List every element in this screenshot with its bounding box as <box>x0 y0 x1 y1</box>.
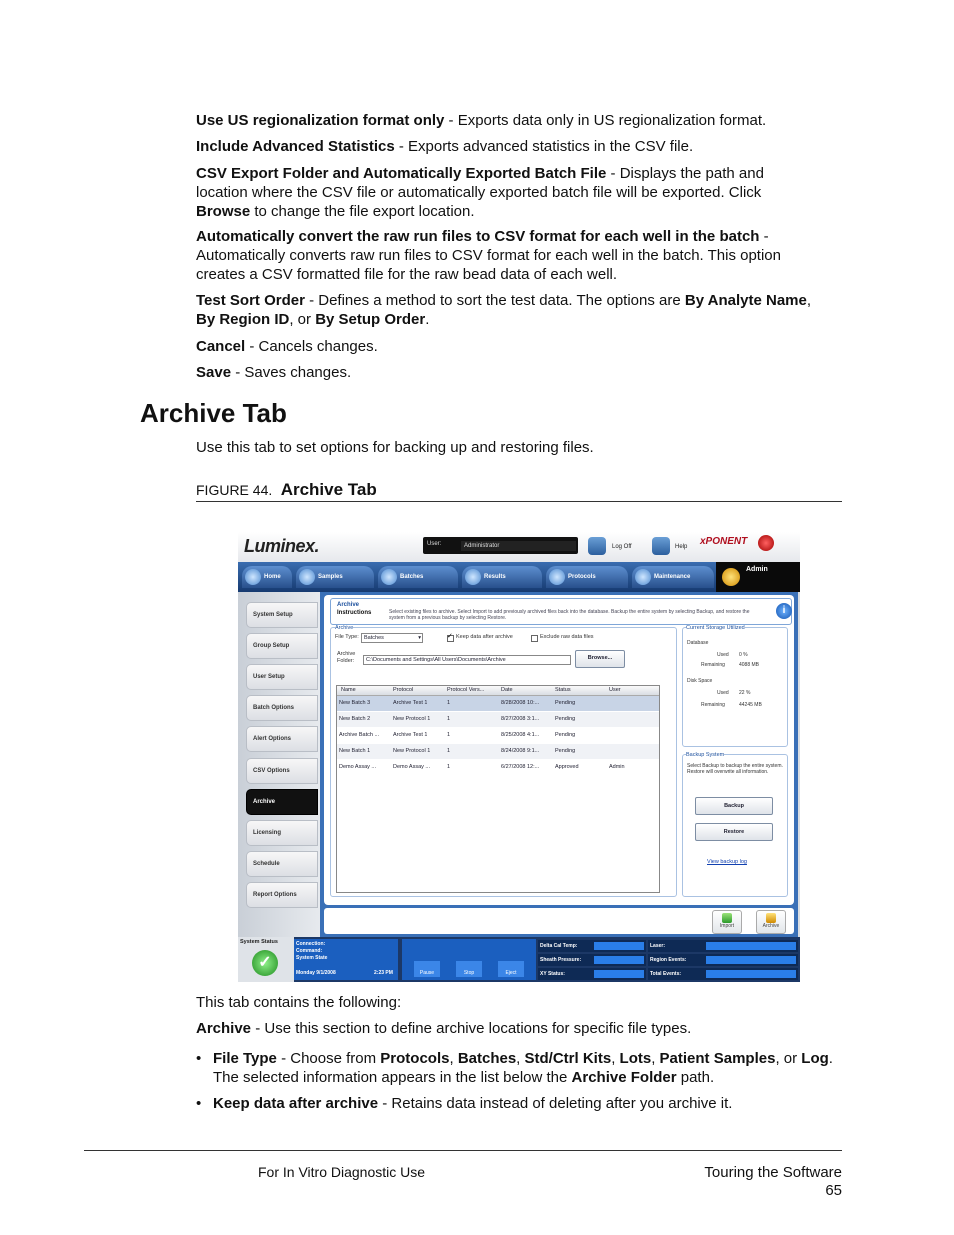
sidebar-item-archive[interactable]: Archive <box>246 789 318 815</box>
maintenance-icon <box>635 569 651 585</box>
admin-sidebar <box>238 592 320 937</box>
archive-button[interactable]: Archive <box>756 910 786 934</box>
tab-maintenance[interactable]: Maintenance <box>632 566 714 588</box>
tab-home[interactable]: Home <box>242 566 292 588</box>
disk-remaining-label: Remaining <box>701 702 725 708</box>
footer-chapter: Touring the Software <box>704 1164 842 1181</box>
database-label: Database <box>687 640 709 646</box>
after-figure-text: This tab contains the following: <box>196 994 402 1011</box>
batches-icon <box>381 569 397 585</box>
grid-header: Name Protocol Protocol Vers... Date Status User <box>337 686 659 696</box>
backup-description: Select Backup to backup the entire system. Restore will overwrite all information. <box>687 763 783 775</box>
logoff-label[interactable]: Log Off <box>612 544 632 550</box>
import-icon <box>722 913 732 923</box>
keep-data-checkbox[interactable] <box>447 635 454 642</box>
logoff-icon[interactable] <box>588 537 606 555</box>
tab-protocols[interactable]: Protocols <box>546 566 628 588</box>
xponent-logo: xPONENT <box>700 536 748 547</box>
db-used-value: 0 % <box>739 652 748 658</box>
laser: Laser: <box>648 940 798 952</box>
luminex-logo: Luminex. <box>244 536 320 556</box>
def-cancel: Cancel - Cancels changes. <box>196 338 378 355</box>
sidebar-item-csv-options[interactable]: CSV Options <box>246 758 318 784</box>
tab-results[interactable]: Results <box>462 566 542 588</box>
sidebar-item-schedule[interactable]: Schedule <box>246 851 318 877</box>
status-ok-icon: ✓ <box>252 950 278 976</box>
user-value: Administrator <box>461 541 576 551</box>
archive-folder-field[interactable]: C:\Documents and Settings\All Users\Documents\Archive <box>363 655 571 665</box>
system-status: System Status ✓ <box>238 937 294 982</box>
backup-button[interactable]: Backup <box>695 797 773 815</box>
eject-button[interactable]: Eject <box>498 961 524 977</box>
tab-batches[interactable]: Batches <box>378 566 458 588</box>
region-events: Region Events: <box>648 954 798 966</box>
info-icon[interactable]: i <box>776 603 792 619</box>
storage-header: Current Storage Utilized <box>686 625 745 631</box>
instructions-title: Archive <box>337 602 360 608</box>
def-archive: Archive - Use this section to define archive locations for specific file types. <box>196 1020 692 1037</box>
table-row[interactable]: Archive Batch ... Archive Test 1 1 8/25/2008 4:1... Pending <box>339 732 576 738</box>
stop-button[interactable]: Stop <box>456 961 482 977</box>
sidebar-item-batch-options[interactable]: Batch Options <box>246 695 318 721</box>
disk-used-value: 22 % <box>739 690 751 696</box>
bullet-keep-data: • Keep data after archive - Retains data instead of deleting after you archive it. <box>196 1095 733 1112</box>
backup-group <box>682 754 788 897</box>
tab-samples[interactable]: Samples <box>296 566 374 588</box>
footer-left: For In Vitro Diagnostic Use <box>258 1164 426 1180</box>
section-intro: Use this tab to set options for backing up and restoring files. <box>196 439 594 456</box>
db-remaining-value: 4088 MB <box>739 662 760 668</box>
browse-button[interactable]: Browse... <box>575 650 625 668</box>
import-button[interactable]: Import <box>712 910 742 934</box>
bullet-file-type: • File Type - Choose from Protocols, Batches, Std/Ctrl Kits, Lots, Patient Samples, or Log. The selected information appears in the list below the Archive Folder path. <box>196 1050 833 1086</box>
keep-data-label: Keep data after archive <box>456 634 513 640</box>
storage-group <box>682 627 788 747</box>
status-light-icon <box>758 535 774 551</box>
def-csv-export-folder: CSV Export Folder and Automatically Exported Batch File - Displays the path and location where the CSV file or automatically exported batch file will be exported. Click Browse to change the file export location. <box>196 165 764 220</box>
exclude-raw-label: Exclude raw data files <box>540 634 594 640</box>
instructions-label: Instructions <box>337 610 372 616</box>
view-backup-log-link[interactable]: View backup log <box>707 859 747 865</box>
table-row[interactable]: New Batch 2 New Protocol 1 1 8/27/2008 3:1... Pending <box>337 712 659 727</box>
footer-divider <box>84 1150 842 1151</box>
help-label[interactable]: Help <box>675 544 688 550</box>
pause-button[interactable]: Pause <box>414 961 440 977</box>
archive-tab-screenshot <box>238 532 800 982</box>
disk-space-label: Disk Space <box>687 678 713 684</box>
sheath-pressure: Sheath Pressure: <box>538 954 646 966</box>
def-auto-convert: Automatically convert the raw run files to CSV format for each well in the batch - Automatically converts raw run files to CSV format for each well in the batch. This option creates a CSV formatted file for the raw bead data of each well. <box>196 228 781 283</box>
app-topbar <box>238 532 800 562</box>
admin-icon <box>722 568 740 586</box>
samples-icon <box>299 569 315 585</box>
chevron-down-icon: ▾ <box>418 635 421 641</box>
user-label: User: <box>427 541 442 547</box>
xy-status: XY Status: <box>538 968 646 980</box>
sidebar-item-report-options[interactable]: Report Options <box>246 882 318 908</box>
connection-panel: Connection: Command: System State Monday 9/1/2008 2:23 PM <box>294 939 398 980</box>
def-us-regionalization: Use US regionalization format only - Exports data only in US regionalization format. <box>196 112 767 129</box>
figure-number: FIGURE 44. <box>196 482 273 498</box>
footer-right <box>704 1164 842 1200</box>
instructions-text: Select existing files to archive. Select Import to add previously archived files back into the database. Backup the entire system by selecting Backup, and restore the system from a previous backup by selecting Restore. <box>389 609 750 621</box>
backup-header: Backup System <box>686 752 725 758</box>
exclude-raw-checkbox[interactable] <box>531 635 538 642</box>
def-save: Save - Saves changes. <box>196 364 352 381</box>
restore-button[interactable]: Restore <box>695 823 773 841</box>
archive-group-header: Archive <box>335 625 354 631</box>
file-type-select[interactable]: Batches ▾ <box>361 633 423 643</box>
def-test-sort-order: Test Sort Order - Defines a method to sort the test data. The options are By Analyte Name, By Region ID, or By Setup Order. <box>196 292 812 328</box>
home-icon <box>245 569 261 585</box>
delta-cal-temp: Delta Cal Temp: <box>538 940 646 952</box>
results-icon <box>465 569 481 585</box>
page-number: 65 <box>825 1182 842 1199</box>
system-status-bar <box>238 937 800 982</box>
sidebar-item-licensing[interactable]: Licensing <box>246 820 318 846</box>
instructions-box <box>330 598 792 625</box>
def-advanced-statistics: Include Advanced Statistics - Exports advanced statistics in the CSV file. <box>196 138 694 155</box>
table-row[interactable]: New Batch 1 New Protocol 1 1 8/24/2008 9:1... Pending <box>337 744 659 759</box>
action-bar <box>324 908 794 934</box>
table-row[interactable]: New Batch 3 Archive Test 1 1 8/28/2008 10:... Pending <box>337 696 659 711</box>
help-icon[interactable] <box>652 537 670 555</box>
total-events: Total Events: <box>648 968 798 980</box>
db-remaining-label: Remaining <box>701 662 725 668</box>
control-panel <box>402 939 536 980</box>
figure-title: Archive Tab <box>280 480 377 499</box>
main-nav <box>238 562 800 592</box>
archive-icon <box>766 913 776 923</box>
sidebar-item-user-setup[interactable]: User Setup <box>246 664 318 690</box>
user-box <box>423 537 578 554</box>
sidebar-item-system-setup[interactable]: System Setup <box>246 602 318 628</box>
archive-content <box>324 595 794 905</box>
sidebar-item-alert-options[interactable]: Alert Options <box>246 726 318 752</box>
disk-remaining-value: 44245 MB <box>739 702 762 708</box>
sidebar-item-group-setup[interactable]: Group Setup <box>246 633 318 659</box>
figure-caption <box>196 480 842 502</box>
archive-panel <box>320 592 798 937</box>
file-type-label: File Type: <box>335 634 359 640</box>
table-row[interactable]: Demo Assay ... Demo Assay ... 1 6/27/2008 12:... Approved Admin <box>339 764 625 770</box>
disk-used-label: Used <box>717 690 729 696</box>
archive-file-grid[interactable] <box>336 685 660 893</box>
protocols-icon <box>549 569 565 585</box>
archive-folder-label: Archive Folder: <box>337 651 356 664</box>
db-used-label: Used <box>717 652 729 658</box>
tab-admin[interactable]: Admin <box>716 562 800 592</box>
section-title: Archive Tab <box>140 398 287 428</box>
